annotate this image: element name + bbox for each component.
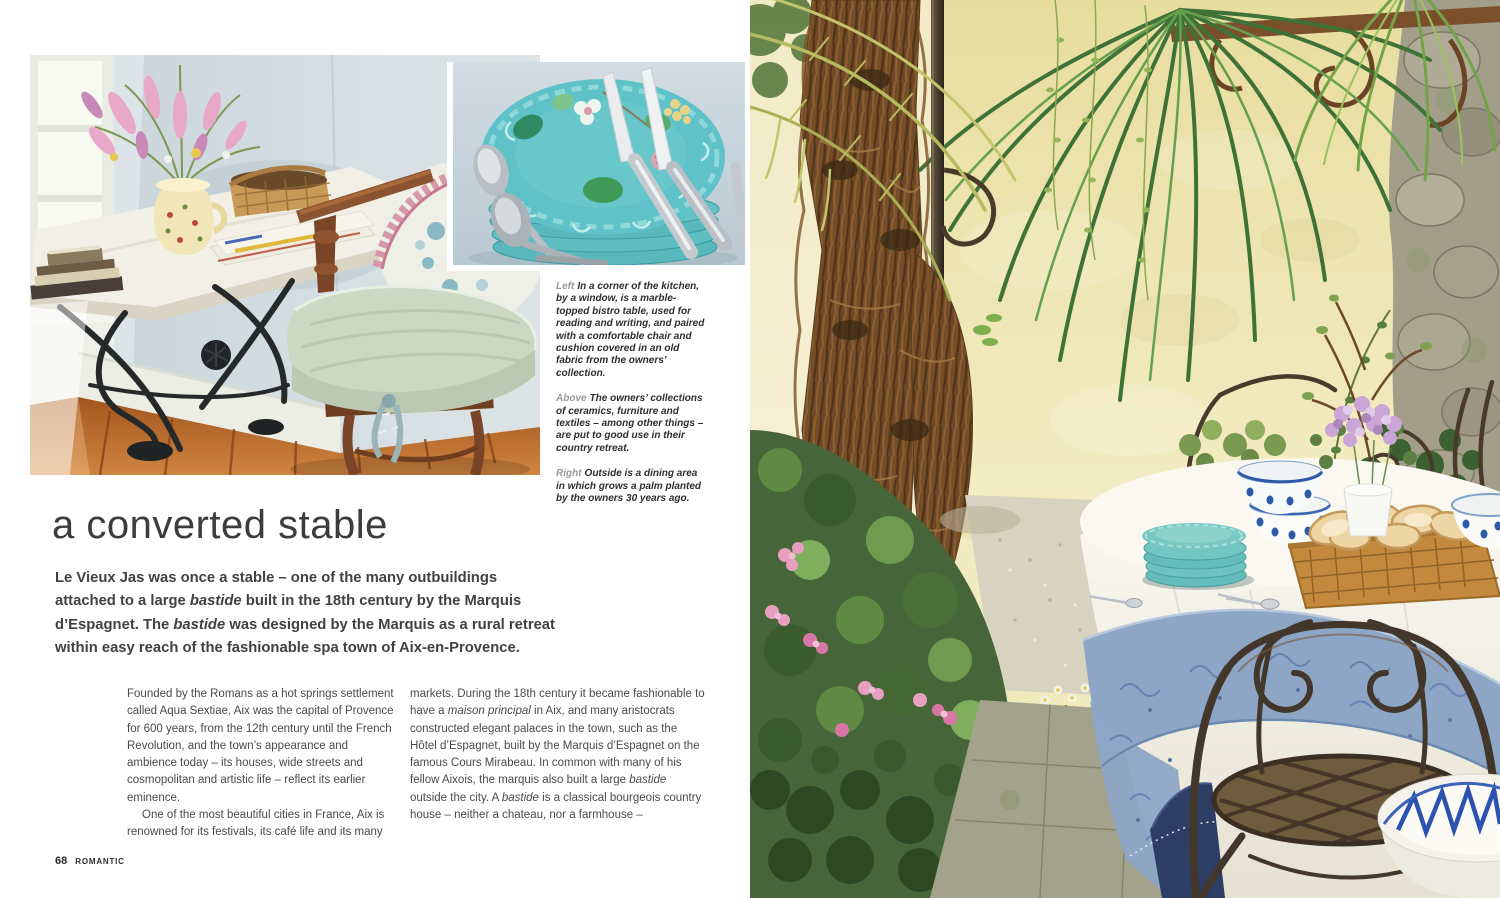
col2-seg1: markets. During the 18th century it became fashionable to have a: [410, 688, 705, 718]
photo-captions: [556, 281, 706, 519]
plates-illustration: [453, 62, 745, 265]
intro-seg1: Le Vieux Jas was once a stable – one of the many outbuildings attached to a large: [55, 570, 498, 610]
body-paragraph-3: [410, 686, 706, 824]
intro-seg3: was designed by the Marquis as a rural retreat within easy reach of the fashionable spa town of Aix-en-Provence.: [55, 616, 555, 656]
intro-seg2: built in the 18th century by the Marquis d’Espagnet. The: [55, 593, 522, 633]
intro-italic1: bastide: [189, 593, 242, 610]
caption-left-text: In a corner of the kitchen, by a window, is a marble-topped bistro table, used for reading and writing, and paired with a comfortable chair and cushion covered in an old fabric from the owners’ collection.: [556, 281, 705, 379]
body-paragraph-2: One of the most beautiful cities in France, Aix is renowned for its festivals, its café life and its many: [127, 809, 385, 839]
photo-patio-dining: [750, 0, 1500, 898]
caption-left: [556, 281, 706, 380]
section-label: ROMANTIC: [75, 857, 125, 866]
caption-right-text: Outside is a dining area in which grows a palm planted by the owners 30 years ago.: [556, 468, 702, 505]
col2-italic2: bastide: [629, 774, 667, 787]
caption-right: [556, 468, 706, 505]
col2-seg3: outside the city. A: [410, 791, 502, 804]
body-paragraph-1: Founded by the Romans as a hot springs settlement called Aqua Sextiae, Aix was the capital of Provence for 600 years, from the 12th century until the French Revolution, and the town’s appearance and ambience today – its houses, wide streets and cosmopolitan and artistic life – reflect its earlier eminence.: [127, 688, 394, 804]
intro-paragraph: [55, 567, 560, 660]
page-footer: [55, 851, 125, 869]
caption-above: [556, 393, 706, 455]
col2-italic1: maison principal: [447, 705, 531, 718]
caption-above-text: The owners’ collections of ceramics, furniture and textiles – among other things – are put to good use in their country retreat.: [556, 393, 704, 454]
photo-turquoise-plates: [447, 62, 745, 271]
patio-illustration: [750, 0, 1500, 898]
caption-above-label: Above: [556, 393, 587, 405]
body-column-2: [410, 686, 706, 824]
body-column-1: [127, 686, 399, 842]
page-number: 68: [55, 855, 68, 867]
page-title: a converted stable: [52, 503, 388, 547]
col2-seg2: in Aix, and many aristocrats constructed elegant palaces in the town, such as the Hôtel d’Espagnet, built by the Marquis d’Espagnet on the famous Cours Mirabeau. In common with many of his fellow Aixois, the marquis also built a large: [410, 705, 700, 787]
turquoise-plate-stack: [1142, 523, 1254, 590]
caption-left-label: Left: [556, 281, 575, 292]
intro-italic2: bastide: [173, 616, 226, 633]
caption-right-label: Right: [556, 468, 582, 480]
col2-seg4: is a classical bourgeois country house – neither a chateau, nor a farmhouse –: [410, 791, 702, 822]
col2-italic3: bastide: [501, 791, 539, 804]
